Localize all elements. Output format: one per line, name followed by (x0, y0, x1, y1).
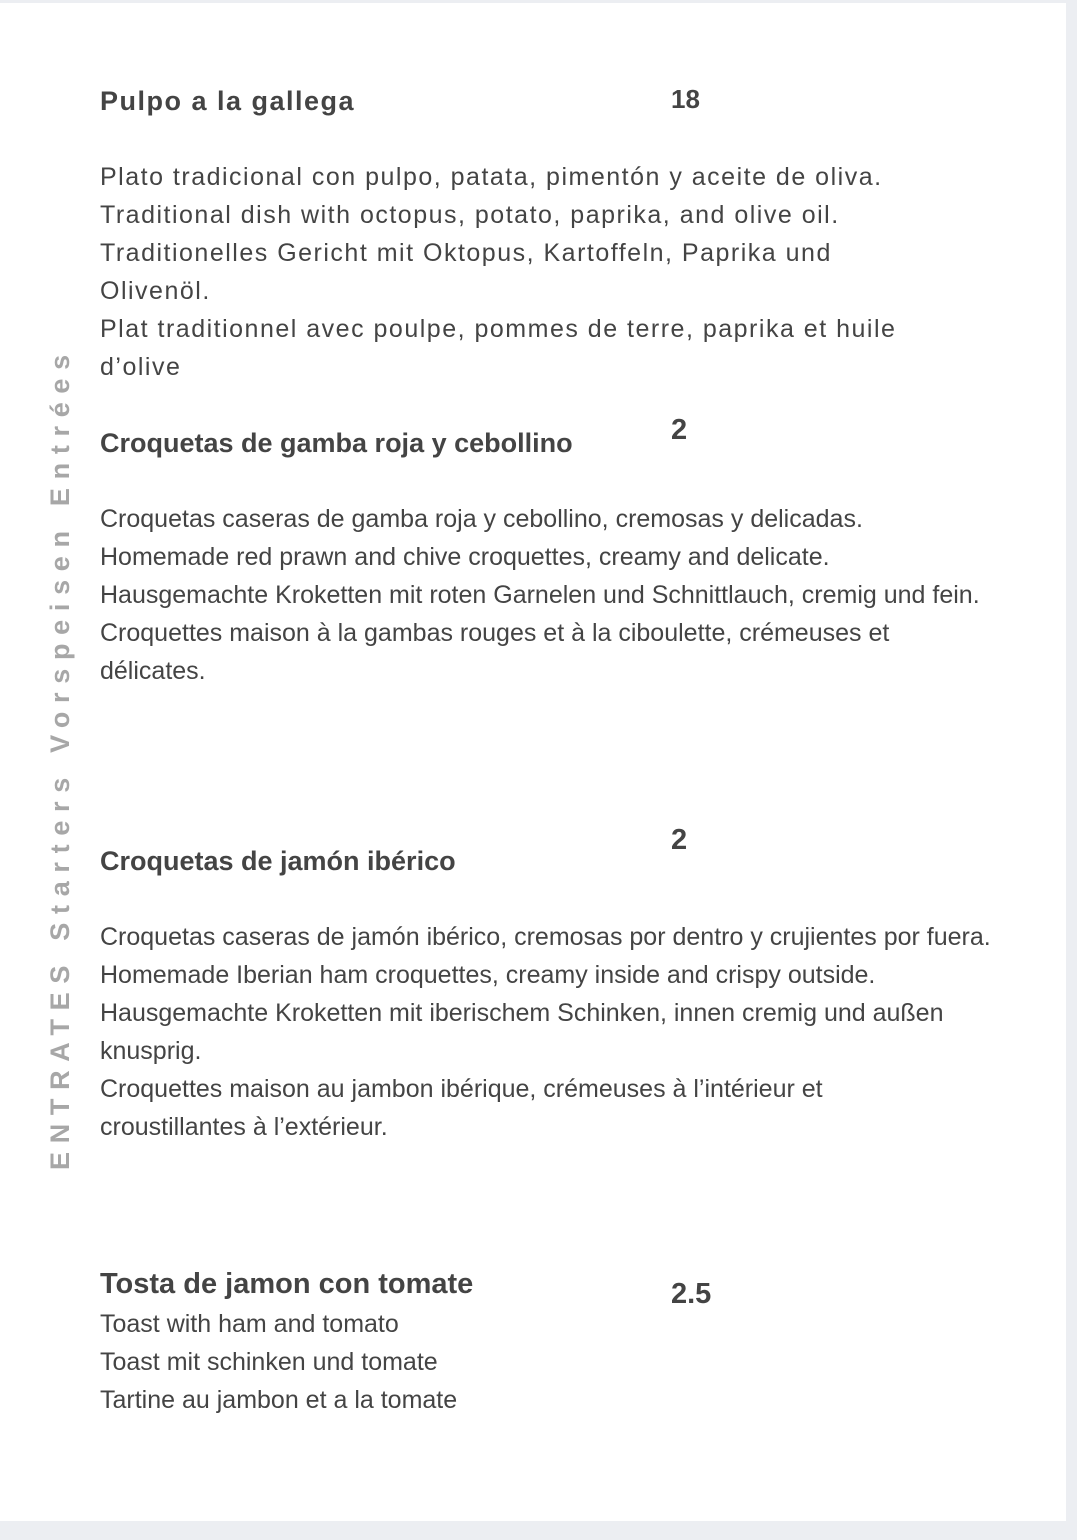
desc-line-en: Homemade red prawn and chive croquettes, creamy and delicate. (100, 543, 830, 571)
dish-description (100, 1305, 1010, 1419)
desc-line-en: Toast with ham and tomato (100, 1310, 399, 1338)
desc-line-en: Homemade Iberian ham croquettes, creamy inside and crispy outside. (100, 961, 876, 989)
dish-name: Croquetas de jamón ibérico (100, 846, 456, 876)
desc-line-de: Toast mit schinken und tomate (100, 1348, 438, 1376)
dish-price: 2.5 (671, 1278, 712, 1310)
dish-price: 2 (671, 824, 688, 856)
desc-line-de: Traditionelles Gericht mit Oktopus, Kartoffeln, Paprika und Olivenöl. (100, 239, 832, 305)
desc-line-fr: Croquettes maison au jambon ibérique, crémeuses à l’intérieur et croustillantes à l’extérieur. (100, 1075, 823, 1141)
dish-description (100, 158, 1010, 386)
dish-price: 18 (671, 84, 700, 114)
section-label-vertical: ENTRATES Starters Vorspeisen Entrées (45, 346, 75, 1170)
desc-line-es: Croquetas caseras de gamba roja y cebollino, cremosas y delicadas. (100, 505, 863, 533)
dish-description (100, 500, 1010, 690)
dish-name: Tosta de jamon con tomate (100, 1268, 474, 1300)
dish-name: Pulpo a la gallega (100, 86, 356, 116)
desc-line-en: Traditional dish with octopus, potato, paprika, and olive oil. (100, 201, 840, 229)
desc-line-fr: Tartine au jambon et a la tomate (100, 1386, 458, 1414)
desc-line-fr: Croquettes maison à la gambas rouges et à la ciboulette, crémeuses et délicates. (100, 619, 890, 685)
desc-line-es: Croquetas caseras de jamón ibérico, cremosas por dentro y crujientes por fuera. (100, 923, 991, 951)
desc-line-de: Hausgemachte Kroketten mit iberischem Schinken, innen cremig und außen knusprig. (100, 999, 944, 1065)
desc-line-es: Plato tradicional con pulpo, patata, pimentón y aceite de oliva. (100, 163, 883, 191)
dish-description (100, 918, 1010, 1146)
dish-price: 2 (671, 414, 688, 446)
desc-line-de: Hausgemachte Kroketten mit roten Garnelen und Schnittlauch, cremig und fein. (100, 581, 980, 609)
dish-name: Croquetas de gamba roja y cebollino (100, 428, 573, 458)
menu-page (0, 3, 1066, 1521)
desc-line-fr: Plat traditionnel avec poulpe, pommes de terre, paprika et huile d’olive (100, 315, 897, 381)
